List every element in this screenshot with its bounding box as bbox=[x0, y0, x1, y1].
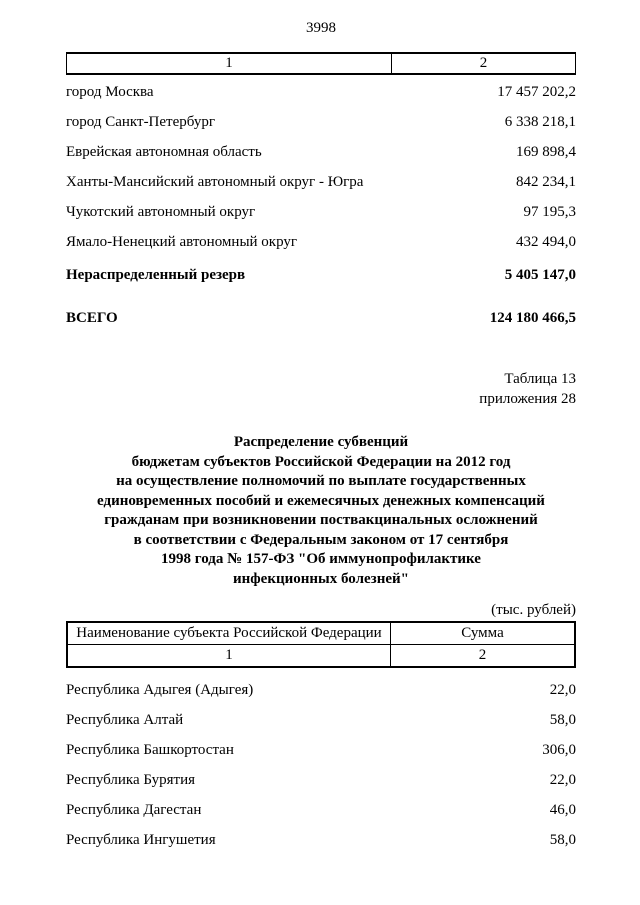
table-row bbox=[66, 712, 576, 729]
row-name: Ямало-Ненецкий автономный округ bbox=[66, 234, 298, 250]
title-line: Распределение субвенций bbox=[233, 434, 409, 450]
table2-column-number-row bbox=[68, 644, 574, 666]
row-name: город Москва bbox=[66, 84, 154, 100]
row-value: 6 338 218,1 bbox=[504, 114, 576, 130]
row-name: Чукотский автономный округ bbox=[66, 204, 256, 220]
row-value: 22,0 bbox=[549, 772, 576, 788]
row-value: 46,0 bbox=[549, 802, 576, 818]
row-value: 432 494,0 bbox=[516, 234, 576, 250]
row-value: 58,0 bbox=[549, 832, 576, 848]
row-value: 97 195,3 bbox=[523, 204, 576, 220]
row-name: Республика Адыгея (Адыгея) bbox=[66, 682, 254, 698]
table-row bbox=[66, 144, 576, 161]
table2-header bbox=[66, 621, 576, 668]
row-name: город Санкт-Петербург bbox=[66, 114, 215, 130]
table-row bbox=[66, 310, 576, 327]
table1-column-number-header bbox=[66, 52, 576, 75]
annotation-line-2: приложения 28 bbox=[479, 391, 576, 407]
row-value: 22,0 bbox=[549, 682, 576, 698]
table1-col1-number: 1 bbox=[67, 54, 392, 73]
table-row bbox=[66, 802, 576, 819]
table-row bbox=[66, 174, 576, 191]
title-line: гражданам при возникновении поствакцинальных осложнений bbox=[104, 512, 538, 528]
table-row bbox=[66, 204, 576, 221]
table-row bbox=[66, 84, 576, 101]
title-line: в соответствии с Федеральным законом от 17 сентября bbox=[133, 531, 509, 548]
row-value: 17 457 202,2 bbox=[497, 84, 576, 100]
table1-col2-number: 2 bbox=[479, 55, 488, 71]
table-row bbox=[66, 267, 576, 284]
table2-header-sum: Сумма bbox=[461, 625, 504, 641]
row-name: Республика Алтай bbox=[66, 712, 184, 728]
page-number: 3998 bbox=[306, 20, 336, 36]
row-name: Республика Бурятия bbox=[66, 772, 196, 788]
table2-col2-number: 2 bbox=[478, 647, 487, 663]
table2-col1-number: 1 bbox=[68, 645, 391, 666]
row-name: Еврейская автономная область bbox=[66, 144, 262, 160]
title-line: бюджетам субъектов Российской Федерации на 2012 год bbox=[131, 453, 511, 470]
row-name: Республика Дагестан bbox=[66, 802, 202, 818]
row-value: 842 234,1 bbox=[516, 174, 576, 190]
row-value: 5 405 147,0 bbox=[504, 267, 576, 283]
row-name: Республика Ингушетия bbox=[66, 832, 216, 848]
row-name: Республика Башкортостан bbox=[66, 742, 234, 758]
table-row bbox=[66, 742, 576, 759]
row-value: 124 180 466,5 bbox=[489, 310, 576, 326]
title-line: на осуществление полномочий по выплате государственных bbox=[116, 473, 526, 489]
row-name: Ханты-Мансийский автономный округ - Югра bbox=[66, 174, 364, 190]
row-name: Нераспределенный резерв bbox=[66, 267, 246, 283]
row-value: 306,0 bbox=[542, 742, 576, 758]
table-row bbox=[66, 772, 576, 789]
table2-rows bbox=[66, 682, 576, 849]
row-value: 169 898,4 bbox=[516, 144, 576, 160]
row-value: 58,0 bbox=[549, 712, 576, 728]
annotation-line-1: Таблица 13 bbox=[504, 371, 576, 387]
row-name: ВСЕГО bbox=[66, 310, 118, 326]
table2-header-row bbox=[68, 623, 574, 644]
units-note: (тыс. рублей) bbox=[491, 602, 576, 618]
table2-header-name: Наименование субъекта Российской Федерации bbox=[68, 623, 391, 644]
table-row bbox=[66, 682, 576, 699]
table1-rows bbox=[66, 84, 576, 327]
title-line: инфекционных болезней" bbox=[233, 570, 409, 587]
table-annotation bbox=[66, 369, 576, 409]
table-row bbox=[66, 114, 576, 131]
title-line: единовременных пособий и ежемесячных денежных компенсаций bbox=[97, 492, 545, 509]
document-title bbox=[66, 433, 576, 589]
table-row bbox=[66, 832, 576, 849]
table-row bbox=[66, 234, 576, 251]
title-line: 1998 года № 157-ФЗ "Об иммунопрофилактике bbox=[161, 551, 481, 567]
